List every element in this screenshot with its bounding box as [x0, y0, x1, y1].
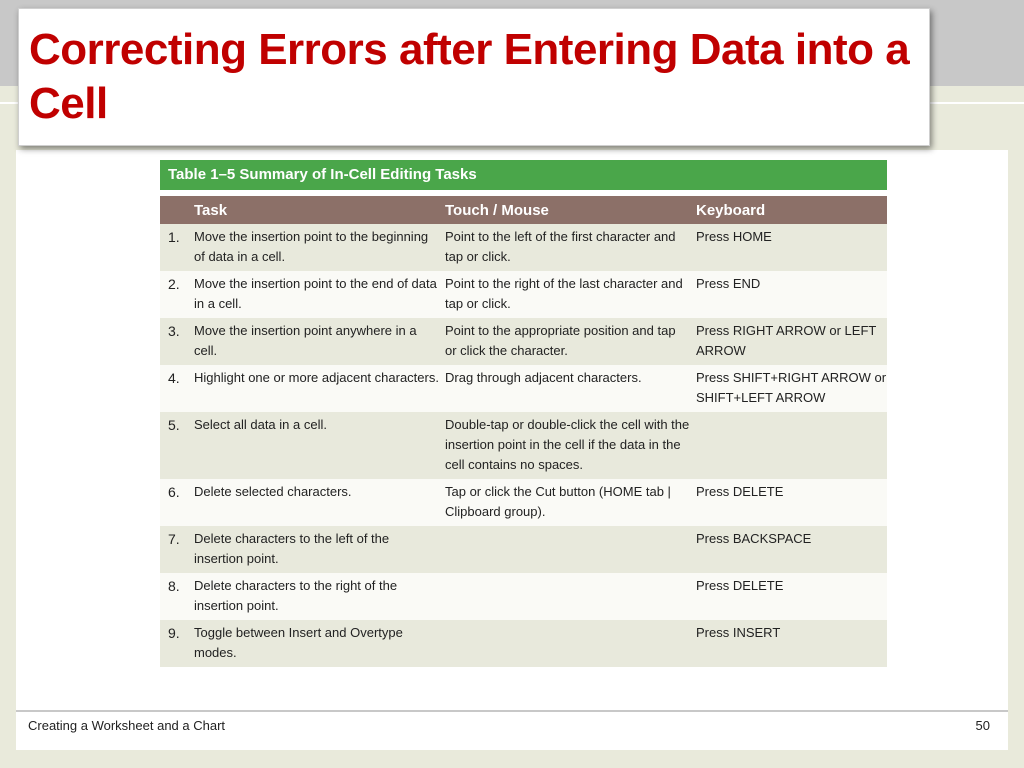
page-number: 50: [975, 718, 990, 733]
table-row: [160, 526, 887, 573]
row-touch: Double-tap or double-click the cell with the insertion point in the cell if the data in the cell contains no spaces.: [439, 412, 690, 479]
row-touch: [439, 620, 690, 667]
editing-tasks-table: [160, 160, 887, 667]
row-task: Delete characters to the left of the insertion point.: [194, 526, 439, 573]
table-row: [160, 224, 887, 271]
title-box: [18, 8, 930, 146]
slide-title: Correcting Errors after Entering Data into a Cell: [29, 25, 910, 128]
row-task: Delete characters to the right of the insertion point.: [194, 573, 439, 620]
row-touch: Drag through adjacent characters.: [439, 365, 690, 412]
row-keyboard: Press DELETE: [690, 573, 887, 620]
row-keyboard: Press SHIFT+RIGHT ARROW or SHIFT+LEFT ARROW: [690, 365, 887, 412]
row-touch: [439, 573, 690, 620]
row-keyboard: Press END: [690, 271, 887, 318]
row-number: 5.: [160, 412, 194, 479]
row-number: 4.: [160, 365, 194, 412]
row-task: Move the insertion point to the end of data in a cell.: [194, 271, 439, 318]
table-row: [160, 412, 887, 479]
row-task: Delete selected characters.: [194, 479, 439, 526]
table-caption: Table 1–5 Summary of In-Cell Editing Tasks: [160, 160, 887, 190]
row-keyboard: Press RIGHT ARROW or LEFT ARROW: [690, 318, 887, 365]
row-keyboard: [690, 412, 887, 479]
row-number: 6.: [160, 479, 194, 526]
row-number: 9.: [160, 620, 194, 667]
table-row: [160, 573, 887, 620]
row-touch: [439, 526, 690, 573]
row-number: 8.: [160, 573, 194, 620]
row-number: 7.: [160, 526, 194, 573]
row-task: Toggle between Insert and Overtype modes.: [194, 620, 439, 667]
row-touch: Tap or click the Cut button (HOME tab | Clipboard group).: [439, 479, 690, 526]
row-task: Move the insertion point to the beginning of data in a cell.: [194, 224, 439, 271]
header-keyboard: Keyboard: [690, 196, 887, 224]
header-task: Task: [194, 196, 439, 224]
row-task: Move the insertion point anywhere in a cell.: [194, 318, 439, 365]
row-task: Select all data in a cell.: [194, 412, 439, 479]
row-touch: Point to the left of the first character and tap or click.: [439, 224, 690, 271]
row-number: 3.: [160, 318, 194, 365]
header-touch-mouse: Touch / Mouse: [439, 196, 690, 224]
row-task: Highlight one or more adjacent characters.: [194, 365, 439, 412]
table-header-row: [160, 196, 887, 224]
row-keyboard: Press INSERT: [690, 620, 887, 667]
row-touch: Point to the appropriate position and tap or click the character.: [439, 318, 690, 365]
header-num: [160, 196, 194, 224]
row-keyboard: Press BACKSPACE: [690, 526, 887, 573]
tasks-table: [160, 196, 887, 667]
footer-divider: [16, 710, 1008, 712]
table-row: [160, 318, 887, 365]
row-keyboard: Press HOME: [690, 224, 887, 271]
table-row: [160, 620, 887, 667]
table-row: [160, 271, 887, 318]
row-keyboard: Press DELETE: [690, 479, 887, 526]
row-number: 1.: [160, 224, 194, 271]
row-number: 2.: [160, 271, 194, 318]
row-touch: Point to the right of the last character and tap or click.: [439, 271, 690, 318]
table-row: [160, 365, 887, 412]
footer-title: Creating a Worksheet and a Chart: [28, 718, 226, 733]
table-row: [160, 479, 887, 526]
